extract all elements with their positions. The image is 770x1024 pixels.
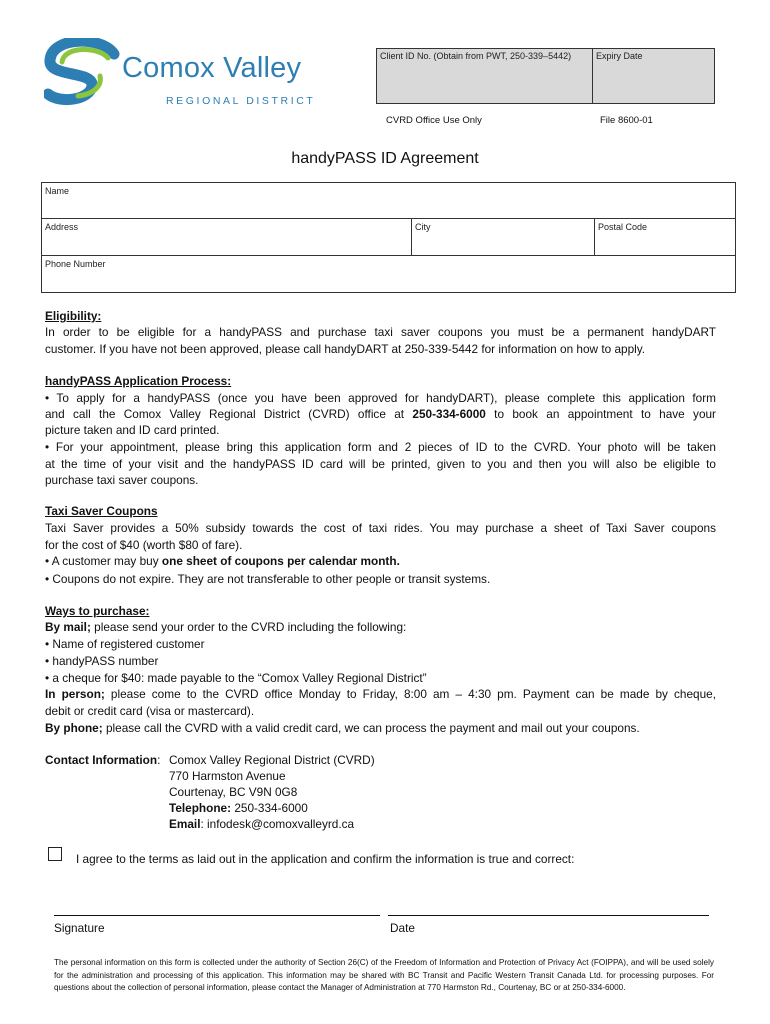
taxi-bullet: • Coupons do not expire. They are not transferable to other people or transit systems. bbox=[45, 572, 491, 586]
file-number: File 8600-01 bbox=[600, 115, 653, 126]
application-bullet: at the time of your visit and the handyPASS ID card will be printed, given to you and then you will also be eligible to bbox=[45, 457, 716, 471]
application-heading: handyPASS Application Process: bbox=[45, 374, 232, 388]
logo-name: Comox Valley bbox=[122, 52, 302, 84]
expiry-date-field[interactable] bbox=[592, 48, 715, 104]
agree-checkbox[interactable] bbox=[48, 847, 62, 861]
date-label: Date bbox=[390, 921, 415, 935]
taxi-text: Taxi Saver provides a 50% subsidy towards the cost of taxi rides. You may purchase a sheet of Taxi Saver coupons bbox=[45, 521, 716, 535]
postal-code-label: Postal Code bbox=[598, 222, 648, 232]
list-item: • a cheque for $40: made payable to the “Comox Valley Regional District” bbox=[45, 671, 427, 685]
client-id-label: Client ID No. (Obtain from PWT, 250-339–5442) bbox=[380, 51, 572, 61]
logo-subtitle: REGIONAL DISTRICT bbox=[166, 95, 316, 107]
eligibility-text: customer. If you have not been approved, please call handyDART at 250-339-5442 for information on how to apply. bbox=[45, 342, 646, 356]
application-bullet: • To apply for a handyPASS (once you have been approved for handyDART), please complete this application form bbox=[45, 391, 716, 405]
name-field[interactable] bbox=[42, 183, 735, 219]
in-person-text: debit or credit card (visa or mastercard). bbox=[45, 704, 255, 718]
eligibility-text: In order to be eligible for a handyPASS and purchase taxi saver coupons you must be a permanent handyDART bbox=[45, 325, 716, 339]
date-line[interactable] bbox=[388, 915, 709, 916]
applicant-fields bbox=[41, 182, 736, 293]
application-bullet: picture taken and ID card printed. bbox=[45, 423, 220, 437]
cvrd-phone: 250-334-6000 bbox=[412, 407, 486, 421]
by-phone-text: By phone; please call the CVRD with a valid credit card, we can process the payment and mail out your coupons. bbox=[45, 721, 640, 735]
contact-street: 770 Harmston Avenue bbox=[169, 769, 286, 783]
taxi-text: for the cost of $40 (worth $80 of fare). bbox=[45, 538, 243, 552]
purchase-heading: Ways to purchase: bbox=[45, 604, 150, 618]
privacy-notice: The personal information on this form is collected under the authority of Section 26(C) of the Freedom of Information and Protection of Privacy Act (FOIPPA), and will be used solely for the administration and processing of this application. This information may be shared with BC Transit and Pacific Western Transit Canada Ltd. for processing purposes. For questions about the collection of personal information, please contact the Manager of Administration at 770 Harmston Rd., Courtenay, BC or at 250-334-6000. bbox=[54, 958, 714, 993]
application-bullet: and call the Comox Valley Regional District (CVRD) office at 250-334-6000 to book an appointment to have your bbox=[45, 407, 716, 421]
postal-code-field[interactable] bbox=[594, 219, 735, 255]
signature-label: Signature bbox=[54, 921, 105, 935]
taxi-bullet: • A customer may buy one sheet of coupons per calendar month. bbox=[45, 554, 400, 568]
phone-field[interactable] bbox=[42, 256, 735, 292]
agree-text: I agree to the terms as laid out in the application and confirm the information is true and correct: bbox=[76, 852, 575, 866]
expiry-date-label: Expiry Date bbox=[596, 51, 643, 61]
city-label: City bbox=[415, 222, 431, 232]
contact-label: Contact Information: bbox=[45, 753, 161, 767]
application-bullet: • For your appointment, please bring this application form and 2 pieces of ID to the CVRD. Your photo will be taken bbox=[45, 440, 716, 454]
swirl-logo-icon bbox=[44, 38, 124, 110]
list-item: • Name of registered customer bbox=[45, 637, 205, 651]
client-id-field[interactable] bbox=[376, 48, 593, 104]
application-bullet: purchase taxi saver coupons. bbox=[45, 473, 199, 487]
taxi-heading: Taxi Saver Coupons bbox=[45, 504, 158, 518]
phone-label: Phone Number bbox=[45, 259, 106, 269]
address-field[interactable] bbox=[42, 219, 411, 255]
address-label: Address bbox=[45, 222, 79, 232]
contact-email: Email: infodesk@comoxvalleyrd.ca bbox=[169, 817, 355, 831]
signature-line[interactable] bbox=[54, 915, 380, 916]
name-label: Name bbox=[45, 186, 70, 196]
form-title: handyPASS ID Agreement bbox=[291, 150, 479, 167]
contact-telephone: Telephone: 250-334-6000 bbox=[169, 801, 308, 815]
city-field[interactable] bbox=[411, 219, 594, 255]
contact-city: Courtenay, BC V9N 0G8 bbox=[169, 785, 298, 799]
eligibility-heading: Eligibility: bbox=[45, 309, 102, 323]
by-mail-text: By mail; please send your order to the CVRD including the following: bbox=[45, 620, 407, 634]
office-use-note: CVRD Office Use Only bbox=[386, 115, 482, 126]
in-person-text: In person; please come to the CVRD office Monday to Friday, 8:00 am – 4:30 pm. Payment can be made by cheque, bbox=[45, 687, 716, 701]
list-item: • handyPASS number bbox=[45, 654, 159, 668]
contact-org: Comox Valley Regional District (CVRD) bbox=[169, 753, 375, 767]
